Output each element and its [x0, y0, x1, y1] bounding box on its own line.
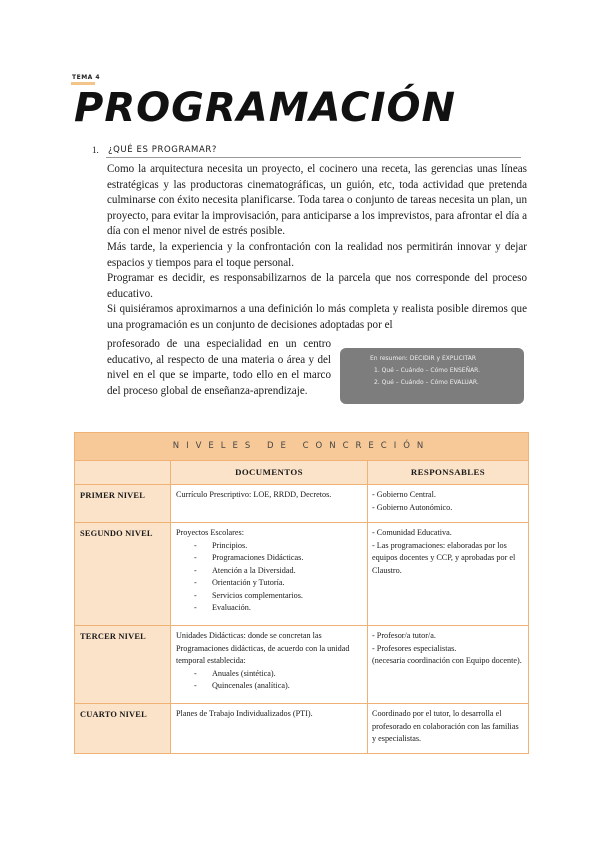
list-item: - Servicios complementarios.: [194, 590, 362, 603]
responsables-cell: [368, 485, 529, 523]
paragraph: Más tarde, la experiencia y la confrontación con la realidad nos permitirán innovar y dejar espacios y tiempos para el toque personal.: [107, 240, 527, 269]
responsable-line: - Profesores especialistas.: [372, 643, 457, 653]
list-item: - Programaciones Didácticas.: [194, 552, 362, 565]
table-row: [75, 626, 529, 704]
responsables-cell: [368, 626, 529, 704]
note-line: 2. Qué – Cuándo – Cómo EVALUAR.: [374, 379, 479, 386]
responsables-cell: [368, 523, 529, 626]
table-row: [75, 704, 529, 754]
documents-text: Currículo Prescriptivo: LOE, RRDD, Decretos.: [176, 490, 332, 499]
responsable-line: - Las programaciones: elaboradas por los equipos docentes y CCP, y aprobadas por el Claustro.: [372, 540, 516, 575]
empty-header-cell: [75, 461, 171, 485]
documents-cell: [171, 626, 368, 704]
note-line: En resumen: DECIDIR y EXPLICITAR: [370, 355, 477, 362]
documents-cell: [171, 523, 368, 626]
documents-list: [176, 668, 362, 693]
list-item: - Atención a la Diversidad.: [194, 565, 362, 578]
summary-note-box: [340, 348, 524, 404]
list-item: - Quincenales (analítica).: [194, 680, 362, 693]
list-item: - Anuales (sintética).: [194, 668, 362, 681]
paragraph-continuation: profesorado de una especialidad en un centro educativo, al respecto de una materia o área y del nivel en el que se imparte, todo ello en el marco del proceso global de enseñanza-aprendizaje.: [107, 338, 331, 397]
table-row: [75, 523, 529, 626]
paragraph: Programar es decidir, es responsabilizarnos de la parcela que nos corresponde del proceso educativo.: [107, 272, 527, 300]
section-divider: [106, 157, 521, 158]
responsable-line: (necesaria coordinación con Equipo docente).: [372, 656, 522, 665]
documents-cell: [171, 704, 368, 754]
level-label: SEGUNDO NIVEL: [75, 523, 171, 626]
section-number: 1.: [92, 145, 99, 155]
responsables-cell: [368, 704, 529, 754]
table-row: [75, 485, 529, 523]
responsable-line: - Gobierno Autonómico.: [372, 502, 453, 512]
column-header-responsables: RESPONSABLES: [368, 461, 529, 485]
page-title: PROGRAMACIÓN: [74, 85, 456, 131]
documents-text: Unidades Didácticas: donde se concretan las Programaciones didácticas, de acuerdo con la unidad temporal establecida:: [176, 631, 350, 665]
list-item: - Principios.: [194, 540, 362, 553]
documents-text: Proyectos Escolares:: [176, 528, 244, 537]
level-label: CUARTO NIVEL: [75, 704, 171, 754]
documents-list: [176, 540, 362, 615]
column-header-documentos: DOCUMENTOS: [171, 461, 368, 485]
list-item: - Evaluación.: [194, 602, 362, 615]
list-item: - Orientación y Tutoría.: [194, 577, 362, 590]
responsable-line: - Gobierno Central.: [372, 490, 436, 499]
body-text: [107, 162, 527, 334]
responsable-line: - Comunidad Educativa.: [372, 528, 452, 537]
concretion-levels-table: [74, 432, 529, 754]
paragraph: Si quisiéramos aproximarnos a una definición lo más completa y realista posible diremos que una programación es un conjunto de decisiones adoptadas por el: [107, 303, 527, 331]
note-line: 1. Qué – Cuándo – Cómo ENSEÑAR.: [374, 367, 481, 374]
paragraph: Como la arquitectura necesita un proyecto, el cocinero una receta, las gerencias unas líneas estratégicas y las productoras cinematográficas, un guión, etc, toda actividad que pretenda culminarse con éxito necesita planificarse. Toda tarea o conjunto de tareas necesita un plan, un proyecto, para evitar la improvisación, para anticiparse a los imprevistos, para afrontar el día a día con el menor nivel de estrés posible.: [107, 163, 527, 238]
level-label: PRIMER NIVEL: [75, 485, 171, 523]
section-title: ¿QUÉ ES PROGRAMAR?: [108, 145, 218, 155]
level-label: TERCER NIVEL: [75, 626, 171, 704]
responsable-line: - Profesor/a tutor/a.: [372, 631, 436, 640]
documents-text: Planes de Trabajo Individualizados (PTI).: [176, 709, 313, 718]
topic-label: TEMA 4: [72, 74, 101, 81]
responsable-line: Coordinado por el tutor, lo desarrolla el profesorado en colaboración con las familias y especialistas.: [372, 709, 519, 743]
table-title: NIVELES DE CONCRECIÓN: [75, 433, 529, 461]
documents-cell: [171, 485, 368, 523]
